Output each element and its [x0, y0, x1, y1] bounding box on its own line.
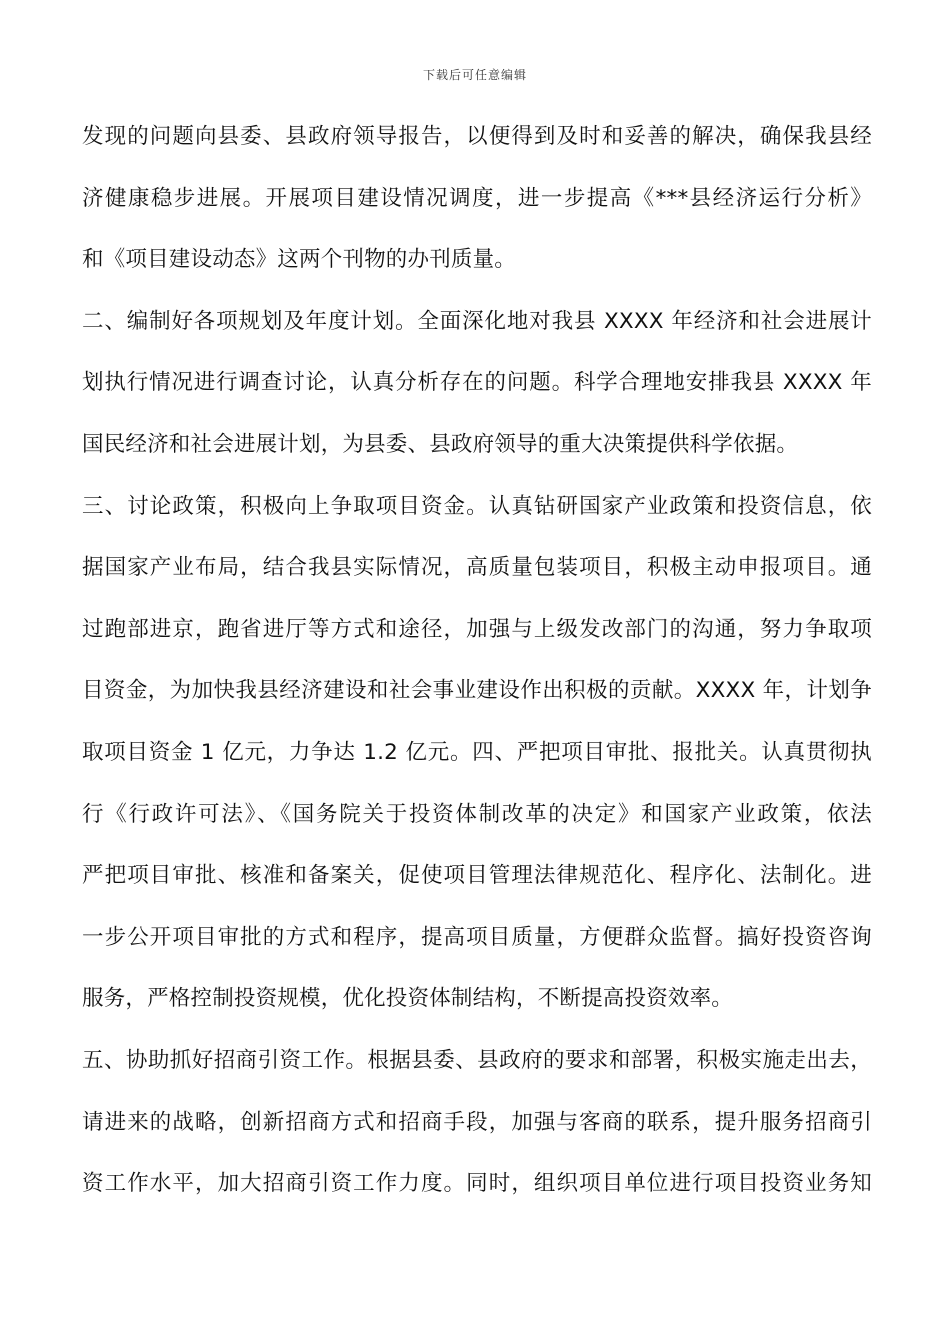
text-line: 目资金，为加快我县经济建设和社会事业建设作出积极的贡献。XXXX 年，计划争 [82, 678, 872, 704]
text-line: 取项目资金 1 亿元，力争达 1.2 亿元。四、严把项目审批、报批关。认真贯彻执 [82, 739, 872, 765]
text-line: 服务，严格控制投资规模，优化投资体制结构，不断提高投资效率。 [82, 986, 734, 1012]
text-line: 五、协助抓好招商引资工作。根据县委、县政府的要求和部署，积极实施走出去， [82, 1047, 872, 1073]
text-line: 三、讨论政策，积极向上争取项目资金。认真钻研国家产业政策和投资信息，依 [82, 493, 872, 519]
text-line: 一步公开项目审批的方式和程序，提高项目质量，方便群众监督。搞好投资咨询 [82, 924, 872, 950]
page-header: 下载后可任意编辑 [422, 68, 527, 82]
text-line: 和《项目建设动态》这两个刊物的办刊质量。 [82, 247, 517, 273]
text-line: 发现的问题向县委、县政府领导报告，以便得到及时和妥善的解决，确保我县经 [82, 124, 872, 149]
text-line: 据国家产业布局，结合我县实际情况，高质量包装项目，积极主动申报项目。通 [82, 555, 872, 581]
text-line: 资工作水平，加大招商引资工作力度。同时，组织项目单位进行项目投资业务知 [82, 1171, 872, 1197]
text-line: 行《行政许可法》、《国务院关于投资体制改革的决定》和国家产业政策，依法 [82, 801, 872, 827]
document-body [82, 112, 872, 1221]
text-line: 二、编制好各项规划及年度计划。全面深化地对我县 XXXX 年经济和社会进展计 [82, 308, 872, 334]
text-line: 国民经济和社会进展计划，为县委、县政府领导的重大决策提供科学依据。 [82, 431, 799, 457]
text-line: 济健康稳步进展。开展项目建设情况调度，进一步提高《***县经济运行分析》 [82, 185, 872, 211]
text-line: 请进来的战略，创新招商方式和招商手段，加强与客商的联系，提升服务招商引 [82, 1109, 872, 1135]
text-line: 严把项目审批、核准和备案关，促使项目管理法律规范化、程序化、法制化。进 [82, 863, 872, 889]
text-line: 划执行情况进行调查讨论，认真分析存在的问题。科学合理地安排我县 XXXX 年 [82, 370, 872, 396]
text-line: 过跑部进京，跑省进厅等方式和途径，加强与上级发改部门的沟通，努力争取项 [82, 616, 872, 642]
